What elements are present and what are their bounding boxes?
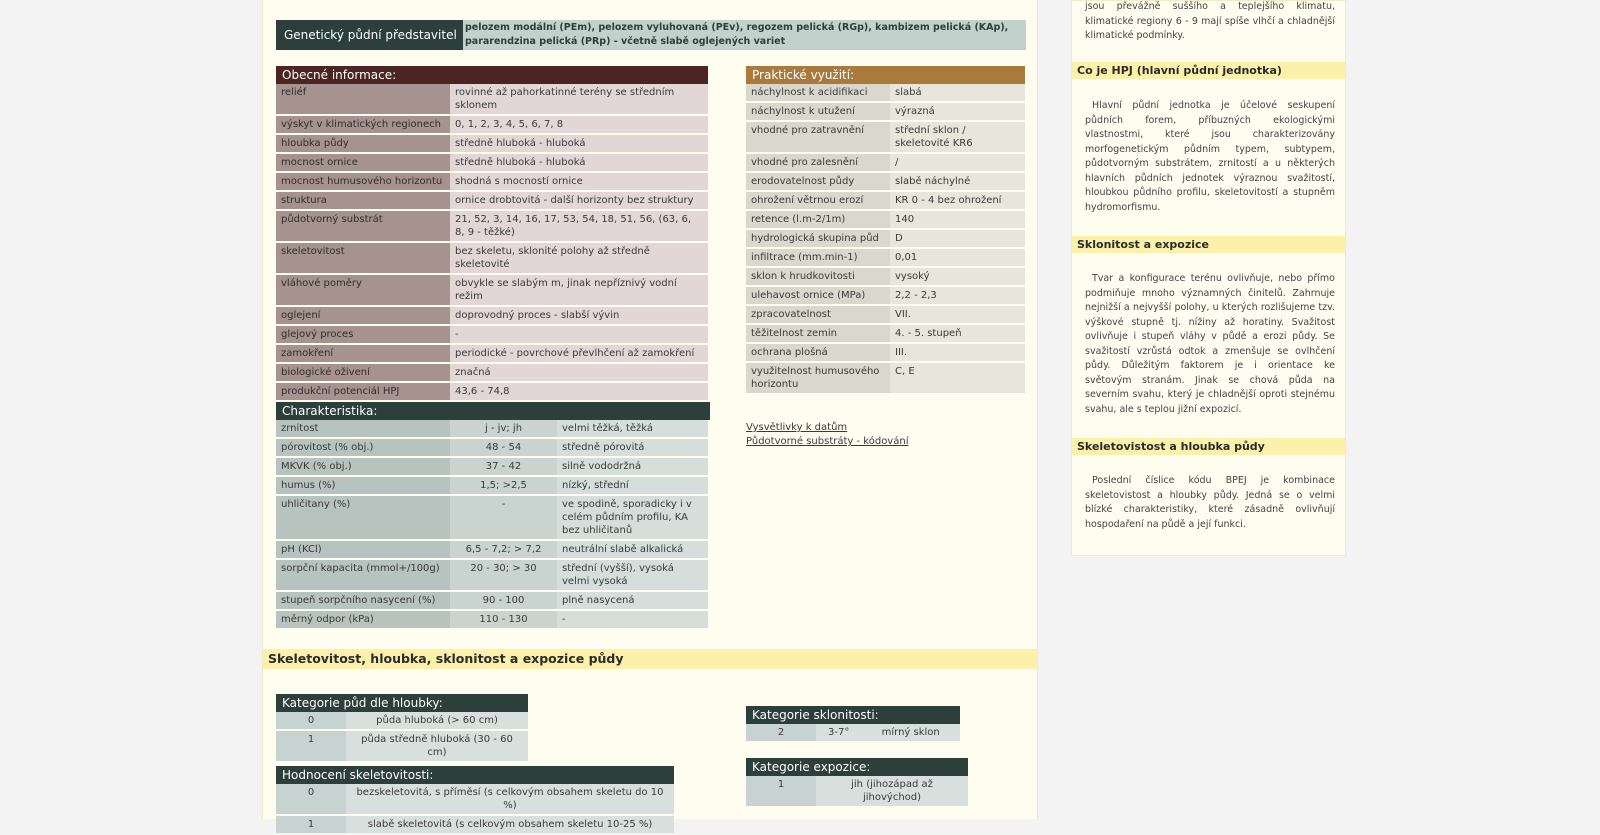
table-cell: výskyt v klimatických regionech [276,116,450,133]
table-row [276,611,708,628]
table-row [276,592,708,609]
table-cell: ochrana plošná [746,344,890,361]
table-cell: využitelnost humusového horizontu [746,363,890,393]
exposure-table [746,774,968,808]
table-cell: bez skeletu, sklonité polohy až středně skeletovité [450,243,708,273]
table-cell: 0, 1, 2, 3, 4, 5, 6, 7, 8 [450,116,708,133]
table-cell: výrazná [890,103,1025,120]
table-cell: 4. - 5. stupeň [890,325,1025,342]
table-cell: 21, 52, 3, 14, 16, 17, 53, 54, 18, 51, 56, (63, 6, 8, 9 - těžké) [450,211,708,241]
table-row [276,211,708,241]
slope-title: Kategorie sklonitosti: [746,706,960,724]
table-row [276,84,708,114]
table-cell: infiltrace (mm.min-1) [746,249,890,266]
table-cell: 110 - 130 [450,611,557,628]
table-cell: 1 [276,731,346,761]
table-cell: zrnitost [276,420,450,437]
table-row [746,103,1025,120]
table-cell: ulehavost ornice (MPa) [746,287,890,304]
table-cell: středně hluboká - hluboká [450,135,708,152]
table-cell: neutrální slabě alkalická [557,541,708,558]
substrates-link[interactable]: Půdotvorné substráty - kódování [746,436,909,447]
table-row [746,122,1025,152]
table-row [276,458,708,475]
skeleton-title: Hodnocení skeletovitosti: [276,766,674,784]
table-cell: zpracovatelnost [746,306,890,323]
table-cell: vhodné pro zatravnění [746,122,890,152]
table-cell: ornice drobtovitá - další horizonty bez struktury [450,192,708,209]
table-cell: - [450,326,708,343]
depth-table [276,710,528,763]
table-cell: 37 - 42 [450,458,557,475]
table-row [276,192,708,209]
table-cell: hydrologická skupina půd [746,230,890,247]
table-cell: střední (vyšší), vysoká velmi vysoká [557,560,708,590]
practical-use-table [746,82,1025,395]
table-cell: humus (%) [276,477,450,494]
table-row [746,173,1025,190]
general-info-table [276,82,708,402]
table-cell: slabě skeletovitá (s celkovým obsahem skeletu 10-25 %) [346,816,674,833]
table-cell: 2,2 - 2,3 [890,287,1025,304]
genetic-value: pelozem modální (PEm), pelozem vyluhovaná (PEv), regozem pelická (RGp), kambizem pelická (KAp), pararendzina pelická (PRp) - včetně slabě oglejených variet [463,20,1026,50]
table-cell: j - jv; jh [450,420,557,437]
table-cell: půda hluboká (> 60 cm) [346,712,528,729]
table-cell: silně vododržná [557,458,708,475]
table-row [276,173,708,190]
table-row [276,326,708,343]
table-cell: struktura [276,192,450,209]
table-row [276,784,674,814]
table-row [276,439,708,456]
table-cell: biologické oživení [276,364,450,381]
table-cell: obvykle se slabým m, jinak nepříznivý vodní režim [450,275,708,305]
skeleton-depth-text: Poslední číslice kódu BPEJ je kombinace skeletovistost a hloubky půdy. Jedná se o velmi blízké charakteristiky, které zásadně ovlivňují hospodaření na půdě a její funkci. [1085,475,1335,530]
table-cell: oglejení [276,307,450,324]
table-cell: slabě náchylné [890,173,1025,190]
table-cell: půda středně hluboká (30 - 60 cm) [346,731,528,761]
table-row [276,420,708,437]
explanations-link[interactable]: Vysvětlivky k datům [746,422,848,433]
hpj-text: Hlavní půdní jednotka je účelové seskupení půdních forem, příbuzných ekologickými vlastnostmi, které jsou charakterizovány morfogenetickým půdním typem, subtypem, půdotvorným substrátem, zrnitostí a u některých hlavních půdních jednotek výraznou svažitostí, hloubkou půdního profilu, skeletovitostí a stupněm hydromorfismu. [1085,100,1335,213]
table-row [276,364,708,381]
table-cell: erodovatelnost půdy [746,173,890,190]
table-row [276,383,708,400]
table-cell: 1,5; >2,5 [450,477,557,494]
table-row [746,724,960,741]
table-row [746,325,1025,342]
table-cell: 0 [276,712,346,729]
skeleton-depth-title: Skeletovistost a hloubka půdy [1072,438,1345,455]
table-cell: D [890,230,1025,247]
table-cell: slabá [890,84,1025,101]
table-row [746,192,1025,209]
exposure-title: Kategorie expozice: [746,758,968,776]
table-cell: mocnost humusového horizontu [276,173,450,190]
table-cell: stupeň sorpčního nasycení (%) [276,592,450,609]
table-cell: měrný odpor (kPa) [276,611,450,628]
table-row [746,249,1025,266]
depth-title: Kategorie půd dle hloubky: [276,694,528,712]
table-cell: 1 [276,816,346,833]
table-cell: sklon k hrudkovitosti [746,268,890,285]
table-cell: C, E [890,363,1025,393]
table-cell: III. [890,344,1025,361]
table-cell: retence (l.m-2/1m) [746,211,890,228]
table-cell: 20 - 30; > 30 [450,560,557,590]
table-row [276,275,708,305]
table-row [746,306,1025,323]
table-cell: pórovitost (% obj.) [276,439,450,456]
table-cell: plně nasycená [557,592,708,609]
table-cell: mocnost ornice [276,154,450,171]
table-row [276,307,708,324]
table-cell: 0 [276,784,346,814]
table-cell: ve spodině, sporadicky i v celém půdním profilu, KA bez uhličitanů [557,496,708,539]
slope-exposure-title: Sklonitost a expozice [1072,236,1345,253]
table-cell: velmi těžká, těžká [557,420,708,437]
table-cell: VII. [890,306,1025,323]
table-cell: 0,01 [890,249,1025,266]
table-cell: středně pórovitá [557,439,708,456]
table-cell: 140 [890,211,1025,228]
slope-exposure-text: Tvar a konfigurace terénu ovlivňuje, nebo přímo podmiňuje mnoho významných činitelů. Zahrnuje nejnižší a nejvyšší polohy, u kterých rozlišujeme tzv. výškové stupně tj. nížiny až horatiny. Svažitost ovlivňuje i stupeň vláhy v půdě a erozi půdy. Se svažitostí vzrůstá odtok a zmenšuje se ovlhčení půdy. Důležitým faktorem je i orientace ke světovým stranám. Jinak se chová půda na severním svahu, který je chladnější oproti stejnému svahu, ale s teplou jižní expozicí. [1085,273,1335,415]
table-cell: MKVK (% obj.) [276,458,450,475]
table-cell: - [450,496,557,539]
table-row [276,816,674,833]
table-cell: mírný sklon [861,724,960,741]
links [746,421,908,449]
section-skeleton-depth-title: Skeletovitost, hloubka, sklonitost a expozice půdy [263,649,1037,669]
table-cell: doprovodný proces - slabší vývin [450,307,708,324]
table-row [276,731,528,761]
table-row [276,496,708,539]
table-cell: 43,6 - 74,8 [450,383,708,400]
table-cell: bezskeletovitá, s příměsí (s celkovým obsahem skeletu do 10 %) [346,784,674,814]
table-row [746,268,1025,285]
table-row [276,560,708,590]
table-row [746,776,968,806]
table-row [746,344,1025,361]
table-cell: značná [450,364,708,381]
table-cell: pH (KCl) [276,541,450,558]
table-cell: náchylnost k utužení [746,103,890,120]
table-cell: nízký, střední [557,477,708,494]
table-cell: / [890,154,1025,171]
table-cell: 90 - 100 [450,592,557,609]
table-cell: - [557,611,708,628]
table-row [746,211,1025,228]
table-row [746,84,1025,101]
skeleton-table [276,782,674,835]
table-cell: reliéf [276,84,450,114]
table-row [746,363,1025,393]
table-cell: těžitelnost zemin [746,325,890,342]
table-row [276,541,708,558]
table-cell: glejový proces [276,326,450,343]
table-cell: vhodné pro zalesnění [746,154,890,171]
table-cell: vláhové poměry [276,275,450,305]
table-row [746,230,1025,247]
practical-use-title: Praktické využití: [746,66,1025,84]
table-cell: skeletovitost [276,243,450,273]
genetic-label: Genetický půdní představitel [276,20,463,50]
table-cell: zamokření [276,345,450,362]
table-cell: jih (jihozápad až jihovýchod) [816,776,968,806]
table-cell: půdotvorný substrát [276,211,450,241]
table-cell: uhličitany (%) [276,496,450,539]
sidebar-top-text: jsou převážně suššího a teplejšího klimatu, klimatické regiony 6 - 9 mají spíše vlhčí a chladnější klimatické podmínky. [1085,1,1335,41]
characteristics-title: Charakteristika: [276,402,710,420]
characteristics-table [276,418,708,630]
table-cell: ohrožení větrnou erozí [746,192,890,209]
table-cell: náchylnost k acidifikaci [746,84,890,101]
general-info-title: Obecné informace: [276,66,708,84]
table-cell: 6,5 - 7,2; > 7,2 [450,541,557,558]
table-cell: 1 [746,776,816,806]
hpj-title: Co je HPJ (hlavní půdní jednotka) [1072,62,1345,79]
table-row [276,116,708,133]
table-row [746,154,1025,171]
table-cell: rovinné až pahorkatinné terény se středním sklonem [450,84,708,114]
table-row [276,154,708,171]
table-cell: 2 [746,724,816,741]
table-cell: střední sklon / skeletovité KR6 [890,122,1025,152]
table-cell: hloubka půdy [276,135,450,152]
table-cell: produkční potenciál HPJ [276,383,450,400]
table-row [276,712,528,729]
table-cell: sorpční kapacita (mmol+/100g) [276,560,450,590]
slope-table [746,722,960,743]
table-row [276,243,708,273]
table-cell: vysoký [890,268,1025,285]
table-cell: KR 0 - 4 bez ohrožení [890,192,1025,209]
table-row [276,345,708,362]
table-cell: 3-7° [816,724,861,741]
table-cell: shodná s mocností ornice [450,173,708,190]
table-row [276,477,708,494]
table-row [276,135,708,152]
table-row [746,287,1025,304]
table-cell: periodické - povrchové převlhčení až zamokření [450,345,708,362]
table-cell: 48 - 54 [450,439,557,456]
table-cell: středně hluboká - hluboká [450,154,708,171]
